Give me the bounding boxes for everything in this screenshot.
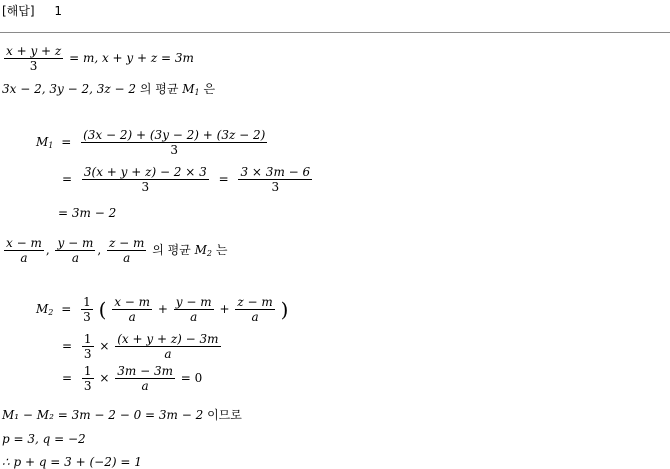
m1-line2: = $\frac{3(x + y + z) - 2 \times 3}{3}$ = $\frac{3 \times 3m - 6}{3}$ (62, 165, 311, 194)
m1-intro (2, 80, 215, 97)
result-line-3: ∴ p + q = 3 + (−2) = 1 (2, 455, 142, 469)
answer-label: [해답] (2, 4, 35, 18)
divider (0, 32, 670, 33)
result-line-1: M₁ − M₂ = 3m − 2 − 0 = 3m − 2 이므로 (2, 408, 242, 422)
result-line-2: p = 3, q = −2 (2, 432, 86, 446)
mean-equation (2, 44, 194, 73)
m1-intro-post: 은 (203, 82, 216, 96)
answer-header (2, 2, 62, 19)
m1-intro-suffix: 의 평균 (139, 82, 179, 96)
m2-line2: = $\frac{1}{3}$ × $\frac{(x + y + z) - 3m}{a}$ (62, 332, 219, 361)
m1-frac-2b: $\frac{3 \times 3m - 6}{3}$ (240, 165, 311, 194)
sum-fraction: $\frac{x + y + z}{3}$ (6, 44, 62, 73)
mean-equation-rhs: = m, x + y + z = 3m (69, 51, 194, 65)
m2-intro: $\frac{x - m}{a}$ , $\frac{y - m}{a}$ , $\frac{z - m}{a}$ 의 평균 $M_2$ 는 (6, 236, 228, 265)
m1-frac-1: $\frac{(3x - 2) + (3y - 2) + (3z - 2)}{3}$ (83, 128, 266, 157)
m1-line1: $M_1$ = $\frac{(3x - 2) + (3y - 2) + (3z - 2)}{3}$ (36, 128, 266, 157)
m1-var: $M_1$ (182, 82, 200, 97)
m2-line1: $M_2$ = $\frac{1}{3}$ ( $\frac{x - m}{a}$ + $\frac{y - m}{a}$ + $\frac{z - m}{a}$ ) (36, 295, 289, 324)
m1-line3: = 3m − 2 (58, 206, 117, 220)
m2-line3: = $\frac{1}{3}$ × $\frac{3m - 3m}{a}$ = 0 (62, 364, 203, 393)
m1-frac-2a: $\frac{3(x + y + z) - 2 \times 3}{3}$ (83, 165, 207, 194)
answer-number: 1 (54, 4, 63, 18)
m1-intro-terms: 3x − 2, 3y − 2, 3z − 2 (2, 82, 136, 96)
